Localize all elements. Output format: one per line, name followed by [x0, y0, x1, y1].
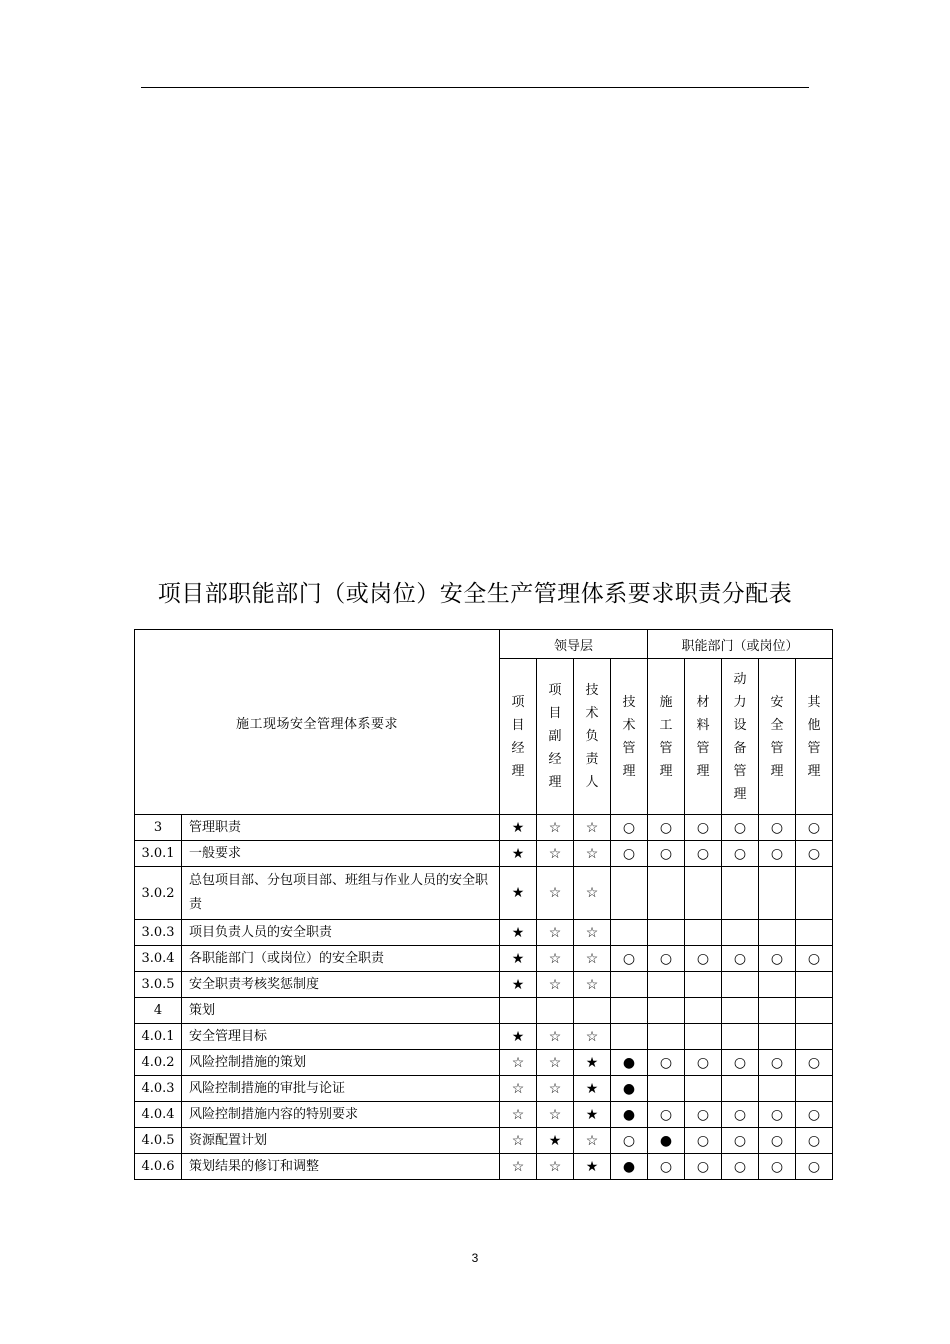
- responsibility-mark: ●: [611, 1102, 648, 1128]
- responsibility-mark: [611, 920, 648, 946]
- responsibility-mark: [648, 998, 685, 1024]
- responsibility-mark: ○: [759, 1050, 796, 1076]
- responsibility-mark: [648, 867, 685, 920]
- responsibility-mark: ○: [722, 1154, 759, 1180]
- item-code: 3.0.2: [135, 867, 182, 920]
- responsibility-mark: ☆: [537, 972, 574, 998]
- responsibility-mark: [759, 998, 796, 1024]
- responsibility-mark: ○: [648, 1050, 685, 1076]
- item-code: 4.0.1: [135, 1024, 182, 1050]
- responsibility-mark: [759, 1076, 796, 1102]
- item-description: 项目负责人员的安全职责: [182, 920, 500, 946]
- responsibility-mark: ☆: [574, 920, 611, 946]
- responsibility-mark: ○: [648, 1102, 685, 1128]
- table-row: [135, 867, 833, 920]
- responsibility-mark: ○: [796, 841, 833, 867]
- responsibility-mark: ○: [759, 841, 796, 867]
- responsibility-mark: ○: [759, 1102, 796, 1128]
- table-row: [135, 1128, 833, 1154]
- responsibility-mark: [685, 972, 722, 998]
- responsibility-mark: ○: [759, 1154, 796, 1180]
- table-row: [135, 1076, 833, 1102]
- responsibility-mark: [722, 867, 759, 920]
- responsibility-mark: ○: [685, 1050, 722, 1076]
- responsibility-mark: [611, 1024, 648, 1050]
- responsibility-mark: [759, 867, 796, 920]
- responsibility-mark: ○: [796, 815, 833, 841]
- responsibility-mark: ○: [796, 1154, 833, 1180]
- document-title: 项目部职能部门（或岗位）安全生产管理体系要求职责分配表: [157, 581, 793, 607]
- responsibility-mark: ○: [722, 815, 759, 841]
- responsibility-mark: ★: [574, 1076, 611, 1102]
- responsibility-mark: ○: [796, 1102, 833, 1128]
- role-header: 技术负责人: [574, 659, 611, 815]
- item-description: 风险控制措施的审批与论证: [182, 1076, 500, 1102]
- item-description: 策划: [182, 998, 500, 1024]
- scope-header: 施工现场安全管理体系要求: [135, 630, 500, 815]
- table-row: [135, 815, 833, 841]
- item-description: 管理职责: [182, 815, 500, 841]
- responsibility-mark: ★: [500, 1024, 537, 1050]
- responsibility-mark: ☆: [574, 1128, 611, 1154]
- responsibility-mark: [611, 998, 648, 1024]
- responsibility-mark: [796, 867, 833, 920]
- responsibility-mark: [796, 998, 833, 1024]
- responsibility-mark: ☆: [537, 946, 574, 972]
- table-row: [135, 841, 833, 867]
- responsibility-mark: ○: [648, 841, 685, 867]
- responsibility-mark: ○: [759, 815, 796, 841]
- role-header: 施工管理: [648, 659, 685, 815]
- responsibility-mark: ☆: [500, 1154, 537, 1180]
- item-code: 3.0.1: [135, 841, 182, 867]
- responsibility-mark: ☆: [574, 867, 611, 920]
- role-header: 材料管理: [685, 659, 722, 815]
- item-description: 安全职责考核奖惩制度: [182, 972, 500, 998]
- responsibility-mark: ○: [685, 946, 722, 972]
- responsibility-mark: [685, 1024, 722, 1050]
- responsibility-mark: ☆: [574, 841, 611, 867]
- responsibility-mark: [759, 972, 796, 998]
- item-description: 总包项目部、分包项目部、班组与作业人员的安全职责: [182, 867, 500, 920]
- responsibility-mark: ○: [648, 946, 685, 972]
- responsibility-mark: [796, 1024, 833, 1050]
- responsibility-mark: ○: [685, 1128, 722, 1154]
- responsibility-mark: [722, 920, 759, 946]
- responsibility-mark: ●: [611, 1154, 648, 1180]
- item-code: 4.0.3: [135, 1076, 182, 1102]
- responsibility-mark: ☆: [537, 1050, 574, 1076]
- responsibility-mark: ☆: [537, 920, 574, 946]
- responsibility-mark: ○: [611, 946, 648, 972]
- item-code: 4: [135, 998, 182, 1024]
- responsibility-mark: ●: [611, 1050, 648, 1076]
- responsibility-mark: ☆: [574, 815, 611, 841]
- responsibility-mark: ○: [722, 1050, 759, 1076]
- responsibility-mark: [796, 1076, 833, 1102]
- responsibility-mark: [648, 1076, 685, 1102]
- responsibility-mark: ○: [611, 841, 648, 867]
- responsibility-mark: ☆: [574, 972, 611, 998]
- item-code: 3.0.3: [135, 920, 182, 946]
- role-header: 动力设备管理: [722, 659, 759, 815]
- responsibility-mark: ○: [648, 815, 685, 841]
- responsibility-mark: [537, 998, 574, 1024]
- page-number: 3: [471, 1251, 479, 1265]
- item-description: 安全管理目标: [182, 1024, 500, 1050]
- role-header: 技术管理: [611, 659, 648, 815]
- item-description: 一般要求: [182, 841, 500, 867]
- item-description: 风险控制措施内容的特别要求: [182, 1102, 500, 1128]
- responsibility-mark: ★: [537, 1128, 574, 1154]
- item-description: 策划结果的修订和调整: [182, 1154, 500, 1180]
- responsibility-mark: ●: [611, 1076, 648, 1102]
- responsibility-mark: ○: [685, 815, 722, 841]
- responsibility-mark: [574, 998, 611, 1024]
- responsibility-mark: ○: [722, 841, 759, 867]
- responsibility-mark: ☆: [537, 815, 574, 841]
- responsibility-mark: [500, 998, 537, 1024]
- responsibility-mark: ★: [500, 867, 537, 920]
- responsibility-mark: ☆: [500, 1128, 537, 1154]
- item-description: 资源配置计划: [182, 1128, 500, 1154]
- item-description: 风险控制措施的策划: [182, 1050, 500, 1076]
- group-departments-header: 职能部门（或岗位）: [648, 630, 833, 659]
- responsibility-mark: [685, 920, 722, 946]
- role-header: 其他管理: [796, 659, 833, 815]
- header-rule: [141, 87, 809, 88]
- item-description: 各职能部门（或岗位）的安全职责: [182, 946, 500, 972]
- item-code: 3: [135, 815, 182, 841]
- responsibility-mark: ☆: [537, 1024, 574, 1050]
- responsibility-mark: [685, 998, 722, 1024]
- responsibility-mark: [759, 920, 796, 946]
- responsibility-mark: [722, 972, 759, 998]
- responsibility-mark: ★: [500, 920, 537, 946]
- responsibility-mark: ○: [759, 946, 796, 972]
- item-code: 3.0.4: [135, 946, 182, 972]
- responsibility-mark: ○: [685, 1154, 722, 1180]
- responsibility-mark: ○: [796, 1128, 833, 1154]
- table-row: [135, 920, 833, 946]
- responsibility-mark: [722, 998, 759, 1024]
- responsibility-mark: [722, 1024, 759, 1050]
- table-row: [135, 972, 833, 998]
- responsibility-mark: ○: [796, 1050, 833, 1076]
- responsibility-mark: [611, 972, 648, 998]
- responsibility-mark: ○: [722, 946, 759, 972]
- table-row: [135, 946, 833, 972]
- responsibility-mark: ○: [648, 1154, 685, 1180]
- item-code: 4.0.2: [135, 1050, 182, 1076]
- role-header: 项目副经理: [537, 659, 574, 815]
- responsibility-mark: ★: [500, 841, 537, 867]
- responsibility-mark: [722, 1076, 759, 1102]
- responsibility-mark: ☆: [574, 1024, 611, 1050]
- responsibility-mark: ○: [685, 1102, 722, 1128]
- responsibility-matrix-table: [134, 629, 833, 1180]
- table-row: [135, 1154, 833, 1180]
- responsibility-mark: ○: [611, 1128, 648, 1154]
- responsibility-mark: ●: [648, 1128, 685, 1154]
- responsibility-mark: ★: [574, 1050, 611, 1076]
- responsibility-mark: [648, 972, 685, 998]
- responsibility-mark: [685, 1076, 722, 1102]
- responsibility-mark: ☆: [537, 1102, 574, 1128]
- responsibility-mark: ☆: [537, 867, 574, 920]
- table-row: [135, 1050, 833, 1076]
- responsibility-mark: ★: [500, 972, 537, 998]
- responsibility-mark: ☆: [500, 1076, 537, 1102]
- responsibility-mark: ○: [685, 841, 722, 867]
- responsibility-mark: ★: [500, 815, 537, 841]
- responsibility-mark: ○: [796, 946, 833, 972]
- responsibility-mark: [611, 867, 648, 920]
- responsibility-mark: ☆: [574, 946, 611, 972]
- responsibility-mark: ○: [722, 1102, 759, 1128]
- responsibility-mark: ○: [611, 815, 648, 841]
- responsibility-mark: ☆: [537, 1076, 574, 1102]
- responsibility-mark: ★: [574, 1154, 611, 1180]
- responsibility-mark: ○: [722, 1128, 759, 1154]
- responsibility-mark: [796, 972, 833, 998]
- responsibility-mark: ○: [759, 1128, 796, 1154]
- item-code: 4.0.6: [135, 1154, 182, 1180]
- item-code: 4.0.5: [135, 1128, 182, 1154]
- item-code: 4.0.4: [135, 1102, 182, 1128]
- responsibility-mark: ☆: [537, 1154, 574, 1180]
- responsibility-mark: ★: [574, 1102, 611, 1128]
- group-header-row: [135, 630, 833, 659]
- responsibility-mark: [648, 920, 685, 946]
- responsibility-mark: ☆: [500, 1050, 537, 1076]
- group-leadership-header: 领导层: [500, 630, 648, 659]
- role-header: 项目经理: [500, 659, 537, 815]
- responsibility-mark: [648, 1024, 685, 1050]
- responsibility-mark: [796, 920, 833, 946]
- responsibility-mark: ★: [500, 946, 537, 972]
- role-header: 安全管理: [759, 659, 796, 815]
- table-row: [135, 998, 833, 1024]
- table-row: [135, 1102, 833, 1128]
- table-row: [135, 1024, 833, 1050]
- responsibility-mark: ☆: [537, 841, 574, 867]
- responsibility-mark: [685, 867, 722, 920]
- responsibility-mark: [759, 1024, 796, 1050]
- item-code: 3.0.5: [135, 972, 182, 998]
- responsibility-mark: ☆: [500, 1102, 537, 1128]
